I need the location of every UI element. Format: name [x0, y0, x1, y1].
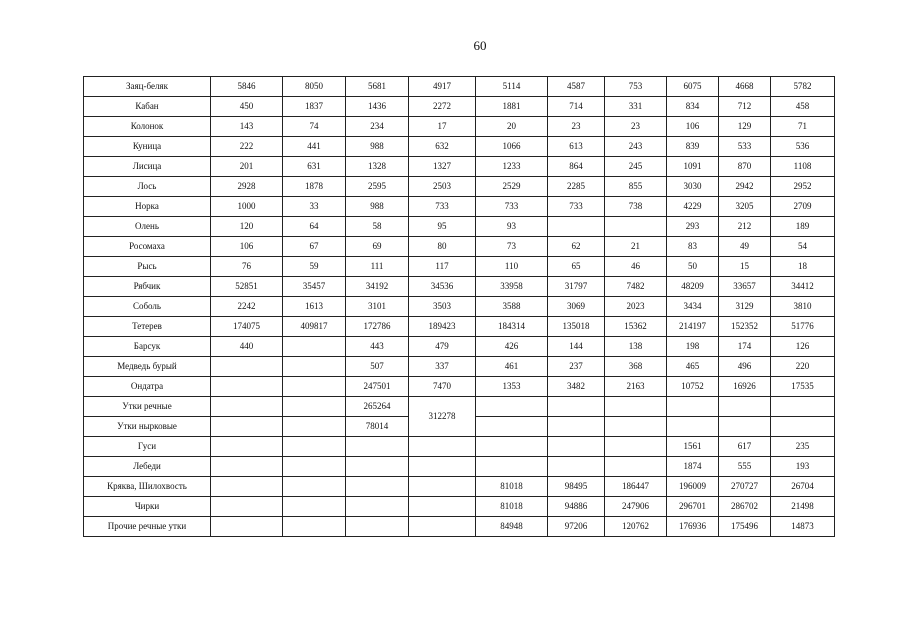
value-cell: 368 — [605, 357, 667, 377]
value-cell: 106 — [667, 117, 719, 137]
value-cell: 7470 — [409, 377, 476, 397]
value-cell: 3482 — [548, 377, 605, 397]
value-cell — [771, 417, 835, 437]
species-cell: Росомаха — [84, 237, 211, 257]
value-cell: 214197 — [667, 317, 719, 337]
species-cell: Утки речные — [84, 397, 211, 417]
value-cell — [548, 217, 605, 237]
table-row — [84, 77, 835, 97]
value-cell: 712 — [719, 97, 771, 117]
value-cell: 84948 — [476, 517, 548, 537]
value-cell: 71 — [771, 117, 835, 137]
value-cell: 15 — [719, 257, 771, 277]
species-cell: Лисица — [84, 157, 211, 177]
value-cell — [605, 437, 667, 457]
value-cell: 110 — [476, 257, 548, 277]
value-cell: 31797 — [548, 277, 605, 297]
value-cell: 21498 — [771, 497, 835, 517]
value-cell: 198 — [667, 337, 719, 357]
value-cell-merged: 312278 — [409, 397, 476, 437]
value-cell: 34412 — [771, 277, 835, 297]
value-cell: 81018 — [476, 497, 548, 517]
value-cell: 23 — [605, 117, 667, 137]
value-cell: 1613 — [283, 297, 346, 317]
value-cell: 465 — [667, 357, 719, 377]
value-cell — [346, 517, 409, 537]
value-cell: 172786 — [346, 317, 409, 337]
table-row — [84, 277, 835, 297]
value-cell — [211, 397, 283, 417]
table-row — [84, 377, 835, 397]
value-cell: 52851 — [211, 277, 283, 297]
value-cell: 193 — [771, 457, 835, 477]
value-cell: 2595 — [346, 177, 409, 197]
value-cell: 93 — [476, 217, 548, 237]
species-cell: Рябчик — [84, 277, 211, 297]
value-cell: 59 — [283, 257, 346, 277]
value-cell: 186447 — [605, 477, 667, 497]
value-cell: 33657 — [719, 277, 771, 297]
value-cell — [409, 437, 476, 457]
value-cell: 138 — [605, 337, 667, 357]
species-cell: Соболь — [84, 297, 211, 317]
value-cell: 98495 — [548, 477, 605, 497]
value-cell: 293 — [667, 217, 719, 237]
species-cell: Барсук — [84, 337, 211, 357]
value-cell: 201 — [211, 157, 283, 177]
table-row — [84, 117, 835, 137]
value-cell: 1878 — [283, 177, 346, 197]
value-cell: 5846 — [211, 77, 283, 97]
value-cell — [667, 397, 719, 417]
value-cell: 632 — [409, 137, 476, 157]
value-cell: 3205 — [719, 197, 771, 217]
value-cell — [476, 457, 548, 477]
value-cell — [283, 517, 346, 537]
table-row — [84, 297, 835, 317]
value-cell — [605, 397, 667, 417]
value-cell: 144 — [548, 337, 605, 357]
value-cell — [283, 357, 346, 377]
value-cell: 2272 — [409, 97, 476, 117]
value-cell: 33 — [283, 197, 346, 217]
table-body-bottom — [84, 437, 835, 537]
value-cell: 2952 — [771, 177, 835, 197]
value-cell: 129 — [719, 117, 771, 137]
value-cell: 5681 — [346, 77, 409, 97]
value-cell: 1837 — [283, 97, 346, 117]
value-cell: 2023 — [605, 297, 667, 317]
value-cell: 135018 — [548, 317, 605, 337]
species-cell: Кряква, Шилохвость — [84, 477, 211, 497]
value-cell: 220 — [771, 357, 835, 377]
value-cell: 270727 — [719, 477, 771, 497]
value-cell: 1066 — [476, 137, 548, 157]
value-cell: 988 — [346, 137, 409, 157]
value-cell: 176936 — [667, 517, 719, 537]
value-cell: 4587 — [548, 77, 605, 97]
table-row — [84, 337, 835, 357]
value-cell: 286702 — [719, 497, 771, 517]
value-cell: 3101 — [346, 297, 409, 317]
value-cell: 3129 — [719, 297, 771, 317]
value-cell — [476, 397, 548, 417]
value-cell — [605, 217, 667, 237]
value-cell: 80 — [409, 237, 476, 257]
value-cell: 733 — [409, 197, 476, 217]
value-cell: 3069 — [548, 297, 605, 317]
value-cell: 17535 — [771, 377, 835, 397]
value-cell: 76 — [211, 257, 283, 277]
value-cell — [346, 477, 409, 497]
value-cell: 49 — [719, 237, 771, 257]
value-cell: 189423 — [409, 317, 476, 337]
value-cell: 855 — [605, 177, 667, 197]
value-cell: 1874 — [667, 457, 719, 477]
value-cell: 2242 — [211, 297, 283, 317]
value-cell: 83 — [667, 237, 719, 257]
value-cell: 21 — [605, 237, 667, 257]
value-cell: 4917 — [409, 77, 476, 97]
value-cell: 234 — [346, 117, 409, 137]
value-cell: 617 — [719, 437, 771, 457]
value-cell: 555 — [719, 457, 771, 477]
value-cell: 184314 — [476, 317, 548, 337]
value-cell: 1353 — [476, 377, 548, 397]
value-cell: 26704 — [771, 477, 835, 497]
value-cell — [211, 417, 283, 437]
value-cell: 1108 — [771, 157, 835, 177]
value-cell: 1328 — [346, 157, 409, 177]
value-cell: 58 — [346, 217, 409, 237]
value-cell: 440 — [211, 337, 283, 357]
value-cell: 6075 — [667, 77, 719, 97]
value-cell: 1000 — [211, 197, 283, 217]
value-cell: 613 — [548, 137, 605, 157]
value-cell: 94886 — [548, 497, 605, 517]
value-cell — [346, 497, 409, 517]
value-cell: 33958 — [476, 277, 548, 297]
table-row — [84, 257, 835, 277]
species-cell: Ондатра — [84, 377, 211, 397]
table-row — [84, 97, 835, 117]
value-cell: 296701 — [667, 497, 719, 517]
species-cell: Рысь — [84, 257, 211, 277]
value-cell: 834 — [667, 97, 719, 117]
value-cell: 1881 — [476, 97, 548, 117]
value-cell: 15362 — [605, 317, 667, 337]
value-cell: 507 — [346, 357, 409, 377]
species-cell: Медведь бурый — [84, 357, 211, 377]
value-cell: 143 — [211, 117, 283, 137]
value-cell — [548, 437, 605, 457]
value-cell — [719, 397, 771, 417]
value-cell: 2163 — [605, 377, 667, 397]
value-cell: 458 — [771, 97, 835, 117]
species-cell: Чирки — [84, 497, 211, 517]
value-cell — [409, 497, 476, 517]
value-cell — [211, 457, 283, 477]
value-cell: 1436 — [346, 97, 409, 117]
value-cell: 247501 — [346, 377, 409, 397]
game-count-table — [83, 76, 835, 537]
value-cell: 50 — [667, 257, 719, 277]
value-cell: 78014 — [346, 417, 409, 437]
species-cell: Лось — [84, 177, 211, 197]
value-cell: 16926 — [719, 377, 771, 397]
value-cell: 1561 — [667, 437, 719, 457]
value-cell: 337 — [409, 357, 476, 377]
value-cell — [283, 437, 346, 457]
value-cell: 10752 — [667, 377, 719, 397]
value-cell: 331 — [605, 97, 667, 117]
value-cell: 5782 — [771, 77, 835, 97]
value-cell: 870 — [719, 157, 771, 177]
value-cell: 174075 — [211, 317, 283, 337]
value-cell — [548, 417, 605, 437]
value-cell: 441 — [283, 137, 346, 157]
value-cell — [605, 457, 667, 477]
value-cell: 714 — [548, 97, 605, 117]
table-row — [84, 197, 835, 217]
value-cell: 120762 — [605, 517, 667, 537]
value-cell: 73 — [476, 237, 548, 257]
value-cell: 20 — [476, 117, 548, 137]
table-row — [84, 497, 835, 517]
value-cell — [283, 477, 346, 497]
value-cell: 496 — [719, 357, 771, 377]
value-cell: 3588 — [476, 297, 548, 317]
value-cell: 733 — [548, 197, 605, 217]
page-number: 60 — [473, 38, 487, 53]
value-cell — [283, 337, 346, 357]
value-cell: 97206 — [548, 517, 605, 537]
table-row — [84, 477, 835, 497]
value-cell: 2285 — [548, 177, 605, 197]
value-cell: 2928 — [211, 177, 283, 197]
species-cell: Тетерев — [84, 317, 211, 337]
value-cell: 35457 — [283, 277, 346, 297]
value-cell: 247906 — [605, 497, 667, 517]
value-cell: 443 — [346, 337, 409, 357]
value-cell — [283, 497, 346, 517]
value-cell: 81018 — [476, 477, 548, 497]
value-cell: 3434 — [667, 297, 719, 317]
value-cell: 222 — [211, 137, 283, 157]
value-cell — [211, 517, 283, 537]
value-cell — [476, 437, 548, 457]
value-cell — [283, 397, 346, 417]
species-cell: Заяц-беляк — [84, 77, 211, 97]
table-body-ducks — [84, 397, 835, 437]
species-cell: Лебеди — [84, 457, 211, 477]
table-row — [84, 137, 835, 157]
table-row — [84, 517, 835, 537]
value-cell: 864 — [548, 157, 605, 177]
value-cell — [605, 417, 667, 437]
value-cell — [211, 357, 283, 377]
value-cell: 1327 — [409, 157, 476, 177]
value-cell — [719, 417, 771, 437]
table-row — [84, 237, 835, 257]
value-cell — [771, 397, 835, 417]
value-cell — [548, 397, 605, 417]
value-cell: 175496 — [719, 517, 771, 537]
value-cell: 152352 — [719, 317, 771, 337]
table-row — [84, 397, 835, 417]
value-cell: 237 — [548, 357, 605, 377]
value-cell — [283, 417, 346, 437]
species-cell: Кабан — [84, 97, 211, 117]
value-cell: 243 — [605, 137, 667, 157]
value-cell: 14873 — [771, 517, 835, 537]
value-cell — [409, 517, 476, 537]
value-cell: 23 — [548, 117, 605, 137]
value-cell: 196009 — [667, 477, 719, 497]
species-cell: Олень — [84, 217, 211, 237]
value-cell — [211, 437, 283, 457]
table-row — [84, 177, 835, 197]
value-cell: 51776 — [771, 317, 835, 337]
value-cell: 120 — [211, 217, 283, 237]
value-cell: 733 — [476, 197, 548, 217]
value-cell: 4229 — [667, 197, 719, 217]
species-cell: Колонок — [84, 117, 211, 137]
value-cell: 17 — [409, 117, 476, 137]
value-cell: 95 — [409, 217, 476, 237]
value-cell — [409, 477, 476, 497]
value-cell: 34536 — [409, 277, 476, 297]
table-body-top — [84, 77, 835, 397]
value-cell: 67 — [283, 237, 346, 257]
value-cell: 48209 — [667, 277, 719, 297]
value-cell — [409, 457, 476, 477]
table-row — [84, 437, 835, 457]
value-cell: 3810 — [771, 297, 835, 317]
value-cell: 2529 — [476, 177, 548, 197]
value-cell: 631 — [283, 157, 346, 177]
value-cell: 839 — [667, 137, 719, 157]
value-cell: 4668 — [719, 77, 771, 97]
value-cell: 2942 — [719, 177, 771, 197]
species-cell: Утки нырковые — [84, 417, 211, 437]
value-cell: 189 — [771, 217, 835, 237]
table-row — [84, 317, 835, 337]
value-cell: 18 — [771, 257, 835, 277]
value-cell: 738 — [605, 197, 667, 217]
value-cell: 409817 — [283, 317, 346, 337]
value-cell: 265264 — [346, 397, 409, 417]
value-cell: 536 — [771, 137, 835, 157]
value-cell: 64 — [283, 217, 346, 237]
value-cell: 1233 — [476, 157, 548, 177]
value-cell: 3030 — [667, 177, 719, 197]
value-cell: 533 — [719, 137, 771, 157]
value-cell — [211, 377, 283, 397]
value-cell: 46 — [605, 257, 667, 277]
value-cell: 106 — [211, 237, 283, 257]
value-cell: 5114 — [476, 77, 548, 97]
value-cell: 65 — [548, 257, 605, 277]
value-cell — [476, 417, 548, 437]
value-cell: 111 — [346, 257, 409, 277]
value-cell: 2709 — [771, 197, 835, 217]
value-cell: 1091 — [667, 157, 719, 177]
value-cell: 479 — [409, 337, 476, 357]
value-cell: 174 — [719, 337, 771, 357]
value-cell: 74 — [283, 117, 346, 137]
species-cell: Норка — [84, 197, 211, 217]
value-cell — [346, 457, 409, 477]
value-cell — [283, 377, 346, 397]
value-cell: 34192 — [346, 277, 409, 297]
value-cell: 62 — [548, 237, 605, 257]
value-cell — [346, 437, 409, 457]
value-cell: 8050 — [283, 77, 346, 97]
species-cell: Куница — [84, 137, 211, 157]
value-cell: 461 — [476, 357, 548, 377]
value-cell — [283, 457, 346, 477]
value-cell: 753 — [605, 77, 667, 97]
value-cell: 69 — [346, 237, 409, 257]
table-row — [84, 157, 835, 177]
value-cell: 426 — [476, 337, 548, 357]
value-cell — [667, 417, 719, 437]
value-cell: 117 — [409, 257, 476, 277]
value-cell: 245 — [605, 157, 667, 177]
value-cell: 988 — [346, 197, 409, 217]
value-cell — [548, 457, 605, 477]
value-cell: 450 — [211, 97, 283, 117]
value-cell: 7482 — [605, 277, 667, 297]
table-row — [84, 457, 835, 477]
value-cell — [211, 497, 283, 517]
value-cell — [211, 477, 283, 497]
value-cell: 126 — [771, 337, 835, 357]
value-cell: 235 — [771, 437, 835, 457]
table-row — [84, 217, 835, 237]
value-cell: 212 — [719, 217, 771, 237]
value-cell: 3503 — [409, 297, 476, 317]
value-cell: 54 — [771, 237, 835, 257]
species-cell: Прочие речные утки — [84, 517, 211, 537]
species-cell: Гуси — [84, 437, 211, 457]
table-row — [84, 357, 835, 377]
value-cell: 2503 — [409, 177, 476, 197]
